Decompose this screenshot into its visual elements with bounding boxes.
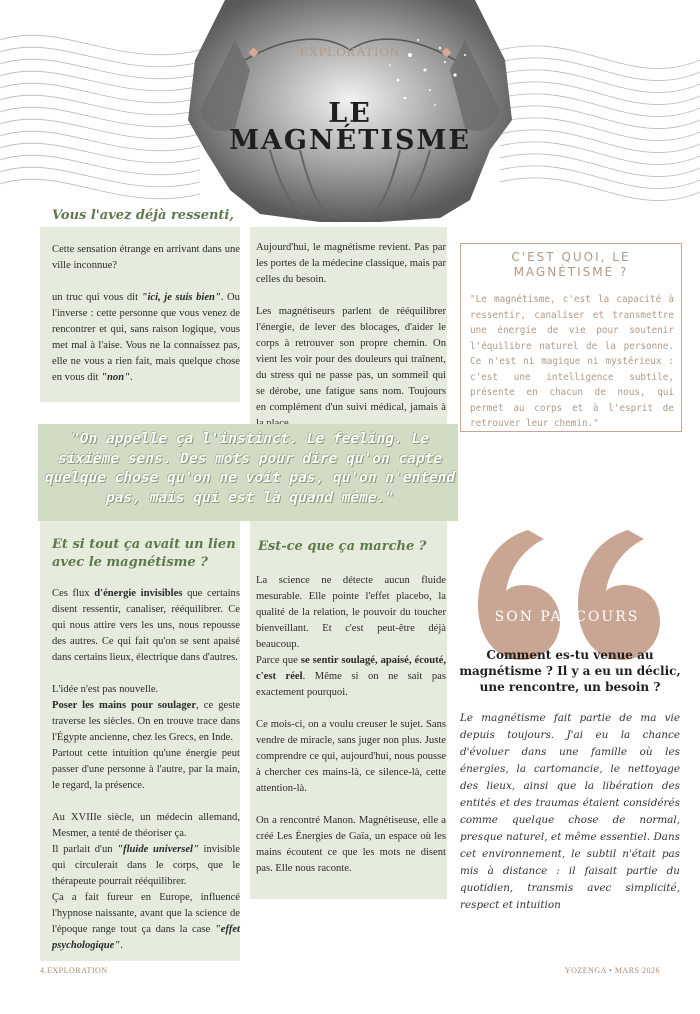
intro-paragraph-2: un truc qui vous dit "ici, je suis bien". Ou l'inverse : cette personne que vous venez de rencontrer et qui, sans raison logique, vous met mal à l'aise. Vous ne la connaissez pas, elle ne vous a rien fait, mais quelque chose en vous dit "non". [52,292,240,383]
history-paragraph-5: Au XVIIIe siècle, un médecin allemand, Mesmer, a tenté de théoriser ça. [52,812,240,839]
section-kicker: EXPLORATION [299,44,401,59]
pull-quote: "On appelle ça l'instinct. Le feeling. Le sixième sens. Des mots pour dire qu'on capte quelque chose qu'on ne voit pas, qu'on n'entend pas, mais qui est là quand même." [44,431,456,506]
title-line-2: MAGNÉTISME [229,125,471,156]
title-line-1: LE [328,98,372,129]
parcours-question: Comment es-tu venue au magnétisme ? Il y a eu un déclic, une rencontre, un besoin ? [459,648,681,694]
works-paragraph-2: Parce que se sentir soulagé, apaisé, écouté, c'est réel. Même si on ne sait pas exactement pourquoi. [256,655,446,698]
definition-box-text: "Le magnétisme, c'est la capacité à ressentir, canaliser et transmettre une énergie de vie pour soutenir l'équilibre naturel de la personne. Ce n'est ni magique ni mystérieux : c'est une intelligence subtile, présente en chacun de nous, qui permet au corps et à l'esprit de retrouver leur chemin." [470,294,674,429]
history-paragraph-1: Ces flux d'énergie invisibles que certains disent ressentir, canaliser, rééquilibrer. Ce qui nous attire vers les uns, nous repousse des autres. Ce qui fait qu'on se sent apaisé dans certains lieux, électrique dans d'autres. [52,588,240,663]
works-heading: Est-ce que ça marche ? [258,539,427,554]
history-paragraph-6: Il parlait d'un "fluide universel" invisible qui circulerait dans le corps, que le thérapeute pourrait rééquilibrer. [52,844,240,887]
middle-paragraph-1: Aujourd'hui, le magnétisme revient. Pas par les portes de la médecine classique, mais par celles du besoin. [256,242,446,285]
parcours-answer: Le magnétisme fait partie de ma vie depuis toujours. J'ai eu la chance d'évoluer dans une famille où les énergies, la cartomancie, le nettoyage des lieux, ainsi que la libération des entités et des traumas étaient considérés comme quelque chose de normal, presque naturel, et même essentiel. Dans cet environnement, le subtil n'était pas mis à distance : il faisait partie du quotidien, transmis avec simplicité, respect et intuition [460,712,680,911]
intro-text [52,242,240,394]
history-paragraph-7: Ça a fait fureur en Europe, influencé l'hypnose naissante, avant que la science de l'époque range tout ça dans la case "effet psychologique". [52,892,240,951]
works-paragraph-3: Ce mois-ci, on a voulu creuser le sujet. Sans vendre de miracle, sans juger non plus. Juste comprendre ce qui, aujourd'hui, nous pousse à chercher ces mains-là, ce silence-là, cette attention-là. [256,719,446,794]
history-heading: Et si tout ça avait un lien avec le magnétisme ? [52,537,236,570]
intro-heading: Vous l'avez déjà ressenti, [52,208,234,223]
footer-right: YOZENGA • MARS 2026 [564,966,660,975]
works-paragraph-4: On a rencontré Manon. Magnétiseuse, elle a créé Les Énergies de Gaïa, un espace où les mains écoutent ce que les mots ne disent pas. Elle nous raconte. [256,815,446,874]
works-paragraph-1: La science ne détecte aucun fluide mesurable. Elle pointe l'effet placebo, la qualité de la relation, le pouvoir du toucher bienveillant. Et c'est peut-être déjà beaucoup. [256,575,446,650]
middle-top-text [256,240,446,440]
intro-paragraph-1: Cette sensation étrange en arrivant dans une ville inconnue? [52,244,240,271]
works-text [256,573,446,885]
page-title [0,100,700,154]
middle-paragraph-2: Les magnétiseurs parlent de rééquilibrer l'énergie, de lever des blocages, d'aider le corps à retrouver son propre chemin. On vient les voir pour des douleurs qui traînent, du stress qui ne passe pas, un sommeil qui se dérobe, une fatigue sans nom. Toujours en complément d'un suivi médical, jamais à [256,306,446,413]
history-paragraph-4: Partout cette intuition qu'une énergie peut passer d'une personne à l'autre, par la main, le regard, la présence. [52,748,240,791]
footer-left: 4.EXPLORATION [40,966,108,975]
history-text [52,586,240,962]
definition-box-title: C'EST QUOI, LE MAGNÉTISME ? [511,250,631,279]
history-paragraph-2: L'idée n'est pas nouvelle. [52,684,159,695]
history-paragraph-3: Poser les mains pour soulager, ce geste traverse les siècles. On en trouve trace dans l'Égypte ancienne, chez les Grecs, en Inde. [52,700,240,743]
parcours-label: SON PARCOURS [494,609,640,625]
